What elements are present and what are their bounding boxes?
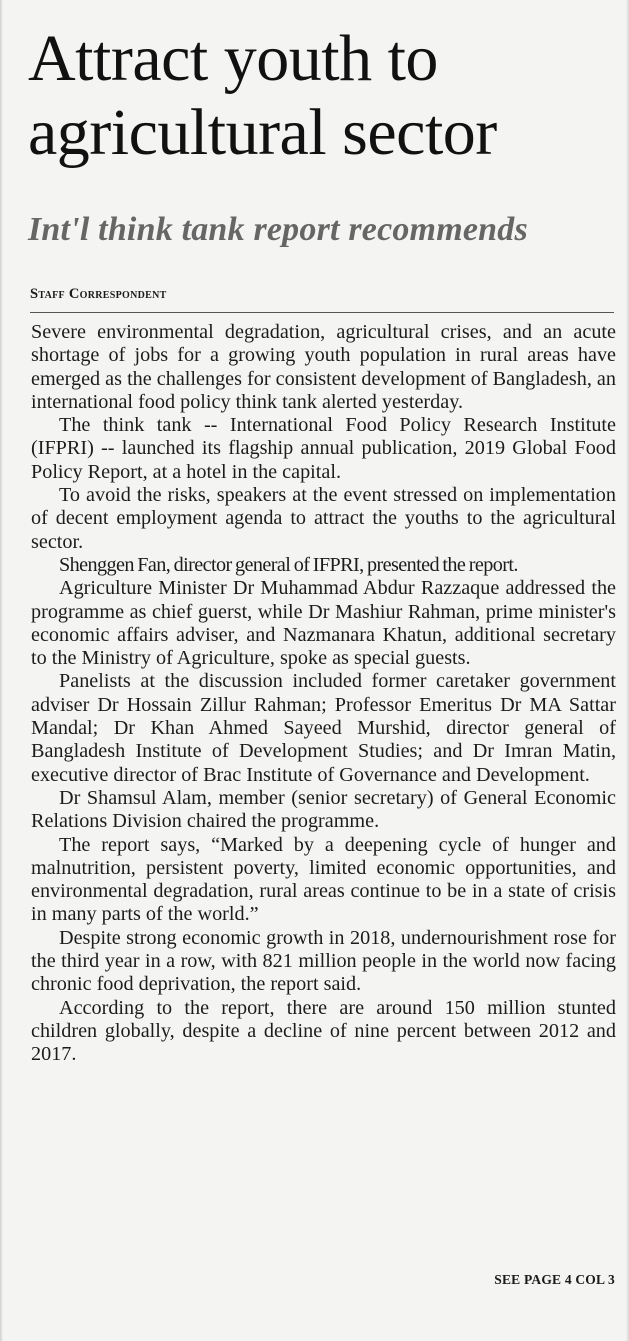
article-paragraph: Panelists at the discussion included former caretaker government adviser Dr Hossain Zillur Rahman; Professor Emeritus Dr MA Sattar Mandal; Dr Khan Ahmed Sayeed Murshid, director general of Bangladesh Institute of Development Studies; and Dr Imran Matin, executive director of Brac Institute of Governance and Development. [31,670,616,786]
continued-reference: SEE PAGE 4 COL 3 [494,1272,615,1287]
article-paragraph: Severe environmental degradation, agricultural crises, and an acute shortage of jobs for a growing youth population in rural areas have emerged as the challenges for consistent development of Bangladesh, an international food policy think tank alerted yesterday. [31,321,616,413]
article-paragraph: Dr Shamsul Alam, member (senior secretary) of General Economic Relations Division chaired the programme. [31,786,616,833]
article-paragraph: To avoid the risks, speakers at the event stressed on implementation of decent employment agenda to attract the youths to the agricultural sector. [31,484,616,553]
byline: Staff Correspondent [30,286,167,302]
article-paragraph: According to the report, there are around 150 million stunted children globally, despite a decline of nine percent between 2012 and 2017. [31,996,616,1066]
article-paragraph: Shenggen Fan, director general of IFPRI, presented the report. [59,553,518,576]
subheadline: Int'l think tank report recommends [28,211,528,248]
page-edge-left [0,0,3,1341]
headline: Attract youth to agricultural sector [28,22,497,169]
byline-divider [30,312,614,313]
article-paragraph: The think tank -- International Food Policy Research Institute (IFPRI) -- launched its flagship annual publication, 2019 Global Food Policy Report, at a hotel in the capital. [31,414,616,483]
article-paragraph: The report says, “Marked by a deepening cycle of hunger and malnutrition, persistent poverty, limited economic opportunities, and environmental degradation, rural areas continue to be in a state of crisis in many parts of the world.” [31,833,616,926]
article-paragraph: Despite strong economic growth in 2018, undernourishment rose for the third year in a row, with 821 million people in the world now facing chronic food deprivation, the report said. [31,926,616,996]
article-paragraph: Agriculture Minister Dr Muhammad Abdur Razzaque addressed the programme as chief guerst, while Dr Mashiur Rahman, prime minister's economic affairs adviser, and Nazmanara Khatun, additional secretary to the Ministry of Agriculture, spoke as special guests. [31,577,616,670]
article-body [31,321,616,1067]
